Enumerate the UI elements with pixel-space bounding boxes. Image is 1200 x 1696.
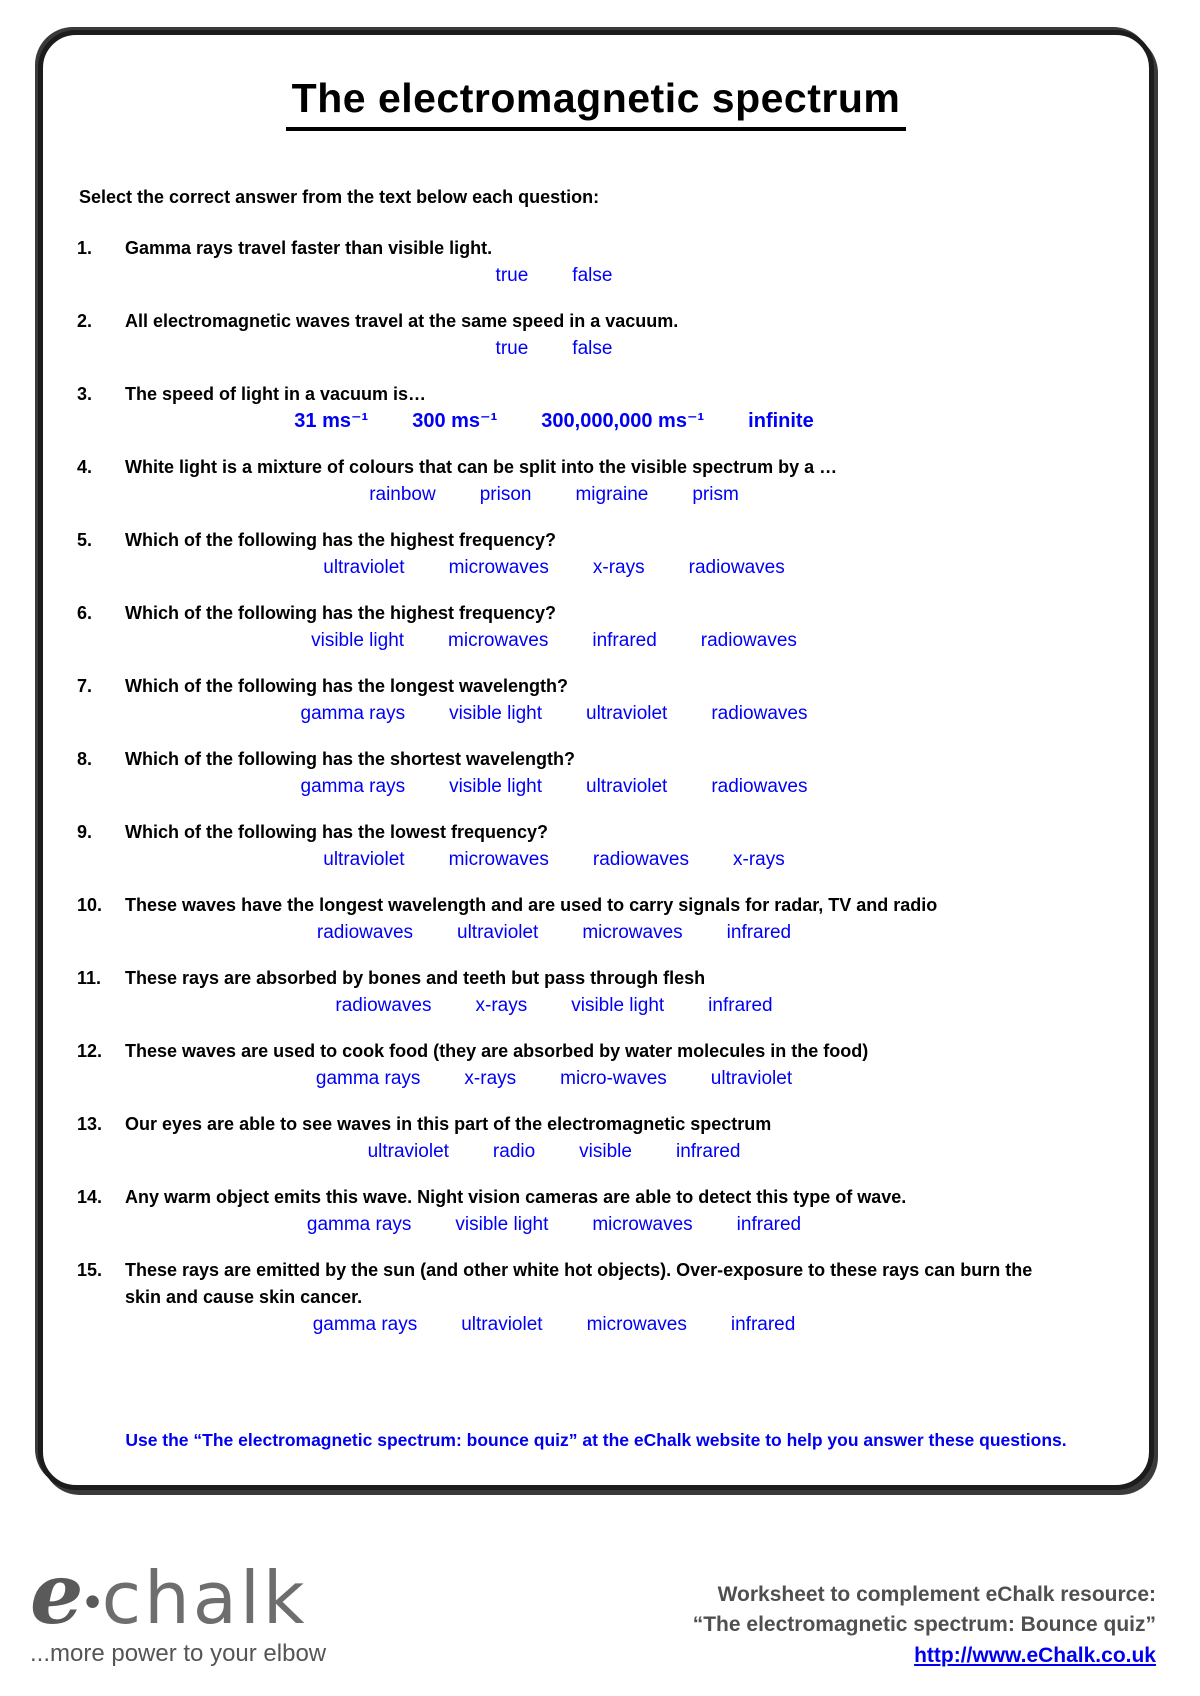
question-block xyxy=(77,454,1115,508)
answer-row xyxy=(77,262,1115,289)
answer-option[interactable]: gamma rays xyxy=(312,1314,418,1335)
answer-option[interactable]: radiowaves xyxy=(711,776,808,797)
question-text: All electromagnetic waves travel at the same speed in a vacuum. xyxy=(125,311,679,331)
answer-option[interactable]: ultraviolet xyxy=(710,1068,793,1089)
answer-option[interactable]: false xyxy=(572,265,613,286)
answer-row xyxy=(77,1311,1115,1338)
answer-row xyxy=(77,773,1115,800)
answer-row xyxy=(77,1211,1115,1238)
answer-option[interactable]: ultraviolet xyxy=(586,776,668,797)
question-number: 6. xyxy=(77,603,93,623)
answer-option[interactable]: ultraviolet xyxy=(367,1141,449,1162)
question-number: 7. xyxy=(77,676,93,696)
answer-option[interactable]: x-rays xyxy=(475,995,528,1016)
answer-option[interactable]: ultraviolet xyxy=(461,1314,543,1335)
question-text: White light is a mixture of colours that can be split into the visible spectrum by a … xyxy=(125,457,838,477)
question-block xyxy=(77,381,1115,435)
answer-option[interactable]: 300 ms⁻¹ xyxy=(412,410,498,432)
answer-row xyxy=(77,335,1115,362)
question-text: These waves have the longest wavelength and are used to carry signals for radar, TV and radio xyxy=(125,895,938,915)
answer-option[interactable]: migraine xyxy=(575,484,649,505)
credit-line2: “The electromagnetic spectrum: Bounce quiz” xyxy=(692,1613,1156,1637)
answer-option[interactable]: x-rays xyxy=(464,1068,517,1089)
question-number: 10. xyxy=(77,895,103,915)
answer-option[interactable]: ultraviolet xyxy=(323,557,405,578)
echalk-logo-text xyxy=(30,1544,326,1643)
answer-option[interactable]: ultraviolet xyxy=(323,849,405,870)
answer-option[interactable]: ultraviolet xyxy=(457,922,539,943)
answer-option[interactable]: visible xyxy=(579,1141,632,1162)
question-block xyxy=(77,1184,1115,1238)
answer-option[interactable]: radiowaves xyxy=(711,703,808,724)
answer-option[interactable]: visible light xyxy=(449,703,543,724)
answer-row xyxy=(77,627,1115,654)
question-number: 9. xyxy=(77,822,93,842)
answer-row xyxy=(77,700,1115,727)
question-number: 3. xyxy=(77,384,93,404)
answer-option[interactable]: gamma rays xyxy=(306,1214,412,1235)
answer-option[interactable]: microwaves xyxy=(582,922,683,943)
answer-option[interactable]: gamma rays xyxy=(315,1068,421,1089)
question-text: Any warm object emits this wave. Night vision cameras are able to detect this type of wave. xyxy=(125,1187,907,1207)
question-block xyxy=(77,527,1115,581)
question-text: The speed of light in a vacuum is… xyxy=(125,384,427,404)
answer-option[interactable]: 300,000,000 ms⁻¹ xyxy=(541,410,705,432)
question-number: 4. xyxy=(77,457,93,477)
question-block xyxy=(77,1038,1115,1092)
question-text: Which of the following has the shortest wavelength? xyxy=(125,749,576,769)
question-text: Our eyes are able to see waves in this part of the electromagnetic spectrum xyxy=(125,1114,772,1134)
answer-option[interactable]: prism xyxy=(692,484,739,505)
footer xyxy=(30,1544,1156,1671)
answer-option[interactable]: infrared xyxy=(708,995,773,1016)
logo-tagline: ...more power to your elbow xyxy=(30,1640,327,1667)
answer-option[interactable]: gamma rays xyxy=(300,776,406,797)
question-block xyxy=(77,673,1115,727)
answer-option[interactable]: infrared xyxy=(592,630,657,651)
question-number: 8. xyxy=(77,749,93,769)
answer-row xyxy=(77,1065,1115,1092)
question-block xyxy=(77,308,1115,362)
answer-option[interactable]: radiowaves xyxy=(316,922,414,943)
footer-hint: Use the “The electromagnetic spectrum: bounce quiz” at the eChalk website to help you answer these questions. xyxy=(125,1430,1067,1450)
question-text: These rays are absorbed by bones and teeth but pass through flesh xyxy=(125,968,706,988)
answer-option[interactable]: infrared xyxy=(730,1314,796,1335)
answer-option[interactable]: gamma rays xyxy=(300,703,406,724)
answer-row xyxy=(77,554,1115,581)
question-number: 14. xyxy=(77,1187,103,1207)
answer-option[interactable]: rainbow xyxy=(369,484,436,505)
question-block xyxy=(77,746,1115,800)
question-block xyxy=(77,819,1115,873)
answer-option[interactable]: radiowaves xyxy=(700,630,797,651)
question-text: Gamma rays travel faster than visible light. xyxy=(125,238,493,258)
question-block xyxy=(77,600,1115,654)
question-list xyxy=(77,235,1115,1338)
answer-option[interactable]: infrared xyxy=(675,1141,741,1162)
answer-option[interactable]: true xyxy=(495,338,529,359)
answer-option[interactable]: visible light xyxy=(311,630,405,651)
answer-option[interactable]: microwaves xyxy=(448,630,549,651)
question-number: 5. xyxy=(77,530,93,550)
answer-option[interactable]: prison xyxy=(479,484,532,505)
answer-option[interactable]: false xyxy=(572,338,613,359)
answer-option[interactable]: ultraviolet xyxy=(586,703,668,724)
answer-option[interactable]: infrared xyxy=(726,922,792,943)
question-text: Which of the following has the highest frequency? xyxy=(125,603,557,623)
answer-option[interactable]: radiowaves xyxy=(592,849,689,870)
answer-option[interactable]: infinite xyxy=(748,410,814,432)
question-number: 13. xyxy=(77,1114,103,1134)
answer-option[interactable]: visible light xyxy=(455,1214,549,1235)
credit-block xyxy=(693,1580,1156,1671)
question-text: Which of the following has the highest frequency? xyxy=(125,530,557,550)
answer-option[interactable]: infrared xyxy=(736,1214,802,1235)
answer-row xyxy=(77,1138,1115,1165)
answer-row xyxy=(77,919,1115,946)
answer-option[interactable]: x-rays xyxy=(592,557,645,578)
question-text: These waves are used to cook food (they are absorbed by water molecules in the food) xyxy=(125,1041,869,1061)
question-block xyxy=(77,235,1115,289)
question-text: Which of the following has the longest wavelength? xyxy=(125,676,569,696)
echalk-logo xyxy=(30,1544,327,1668)
answer-option[interactable]: micro-waves xyxy=(560,1068,667,1089)
answer-option[interactable]: visible light xyxy=(449,776,543,797)
logo-dot-icon: • xyxy=(84,1575,101,1627)
answer-option[interactable]: radiowaves xyxy=(335,995,432,1016)
question-number: 1. xyxy=(77,238,93,258)
answer-row xyxy=(77,408,1115,435)
question-block xyxy=(77,1111,1115,1165)
answer-row xyxy=(77,846,1115,873)
answer-option[interactable]: microwaves xyxy=(586,1314,687,1335)
answer-option[interactable]: radiowaves xyxy=(688,557,785,578)
question-text: Which of the following has the lowest frequency? xyxy=(125,822,549,842)
logo-e-glyph: e xyxy=(30,1544,84,1643)
question-block xyxy=(77,1257,1115,1338)
question-number: 11. xyxy=(77,968,102,988)
instructions-text: Select the correct answer from the text below each question: xyxy=(79,187,600,207)
answer-option[interactable]: x-rays xyxy=(733,849,785,870)
answer-option[interactable]: true xyxy=(495,265,529,286)
question-number: 2. xyxy=(77,311,93,331)
page-title: The electromagnetic spectrum xyxy=(286,75,907,131)
credit-line1: Worksheet to complement eChalk resource: xyxy=(717,1583,1156,1606)
question-block xyxy=(77,965,1115,1019)
logo-chalk-text: chalk xyxy=(101,1556,308,1640)
echalk-link[interactable]: http://www.eChalk.co.uk xyxy=(914,1643,1156,1667)
worksheet-border-box xyxy=(38,30,1154,1490)
answer-option[interactable]: microwaves xyxy=(592,1214,693,1235)
question-text: These rays are emitted by the sun (and other white hot objects). Over-exposure to these rays can burn the skin and cause skin cancer. xyxy=(125,1260,1033,1307)
question-number: 15. xyxy=(77,1260,103,1280)
answer-option[interactable]: 31 ms⁻¹ xyxy=(294,410,369,432)
question-block xyxy=(77,892,1115,946)
answer-row xyxy=(77,481,1115,508)
answer-option[interactable]: microwaves xyxy=(448,557,549,578)
question-number: 12. xyxy=(77,1041,103,1061)
answer-option[interactable]: radio xyxy=(492,1141,536,1162)
answer-option[interactable]: visible light xyxy=(571,995,665,1016)
answer-row xyxy=(77,992,1115,1019)
answer-option[interactable]: microwaves xyxy=(448,849,549,870)
